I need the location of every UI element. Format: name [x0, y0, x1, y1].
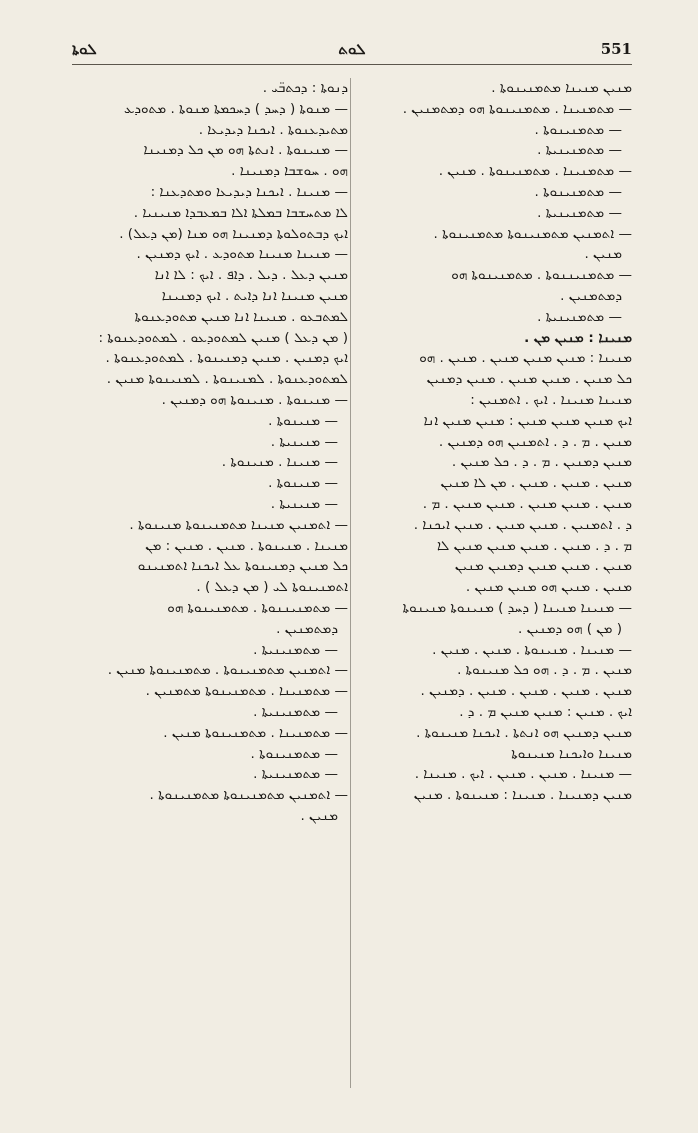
text-line: ܕܢܘܬܐ : ܕܟܬܒ̈ܝ .: [262, 80, 348, 96]
text-line: — ܡܬܡܢܝܢܘܬܐ .: [534, 183, 622, 200]
text-line: — ܐܬܡܢܝܢ ܡܢܝܢܐ ܡܬܡܢܝܢܘܬܐ ܡܢܝܢܘܬܐ .: [129, 516, 348, 533]
text-line: ܠܡܬܒܥܘ . ܡܢܝܢܐ ܐܢܐ ܡܢܝܢ ܡܬܘܕܥܢܘܬܐ: [134, 308, 348, 325]
page-header: [72, 38, 632, 60]
text-line: — ܡܢܝܢܘܬܐ .: [268, 412, 338, 429]
text-line: — ܐܬܡܢܝܢ ܡܬܡܢܝܢܘܬܐ . ܡܬܡܢܝܢܘܬܐ ܡܢܝܢ .: [107, 662, 348, 679]
text-line: — ܡܬܡܢܝܢܝܬܐ .: [537, 142, 622, 159]
text-line: — ܡܬܡܢܝܢܐ . ܡܬܡܢܝܢܘܬܐ . ܡܢܝܢ .: [438, 163, 632, 180]
column-divider: [350, 78, 351, 1088]
text-line: — ܡܬܡܢܝܢܐ . ܡܬܡܢܝܢܘܬܐ ܡܢܝܢ .: [163, 724, 348, 741]
text-line: ( ܡܢ ܕܥܠ ) ܡܢܝܢ ܠܡܬܘܕܥܘ . ܠܡܬܘܕܥܢܘܬܐ :: [98, 329, 348, 346]
text-line: — ܡܢܝܢܝܬܐ .: [270, 495, 338, 512]
text-line: — ܡܢܝܢܘܬܐ . ܐܢܬܬܐ ܗܘ ܡܢ ܟܠ ܕܡܢܝܢܐ: [143, 142, 348, 159]
text-line: ܡܢܝܢ .: [584, 246, 622, 263]
text-line: ܡܬܝܕܥܢܘܬܐ . ܐܝܟܢܐ ܕܝܕܝܥܐ .: [198, 121, 348, 138]
text-line: — ܡܬܡܢܝܢܝܬܐ .: [253, 766, 338, 783]
text-line: ܡܢܝܢ . ܡܢܝܢ ܡܢܝܢ . ܡܢܝܢ ܡܢܝܢ . ܡ .: [422, 495, 632, 512]
text-line: — ܡܢܝܢܐ . ܡܢܝܢ . ܡܢܝܢ . ܐܝܟ . ܡܢܝܢܐ .: [414, 766, 632, 783]
text-line: ܡܢܝܢܐ ܘܐܝܟܢܐ ܡܢܝܢܘܬܐ: [511, 745, 632, 762]
text-line: ܡܢܝܢ ܕܡܢܝܢ . ܡ . ܕ . ܟܠ ܡܢܝܢ .: [451, 454, 632, 471]
text-line: ܐܝܟ ܕܒܬܘܠܘܬܐ ܕܡܢܝܢܐ ܗܘ ܡܢܐ (ܡܢ ܕܥܠ) .: [119, 225, 348, 242]
text-line: ܟܠ ܡܢܝܢ . ܡܢܝܢ ܡܢܝܢ . ܡܢܝܢ ܕܡܢܝܢ: [426, 371, 632, 388]
text-line: ܡܢܝܢ ܡܢܝܢܐ ܐܢܐ ܕܐܝܬ . ܐܝܟ ܕܡܢܝܢܐ: [161, 287, 348, 304]
text-line: ܕ . ܐܬܡܢܝܢ . ܡܢܝܢ ܡܢܝܢ . ܡܢܝܢ ܐܝܟܢܐ .: [413, 516, 632, 533]
text-line: ܡܢܝܢ ܕܥܠ . ܕܝܠ . ܕܐܦ . ܐܝܟ : ܠܐ ܐܢܐ: [154, 267, 348, 284]
text-line: — ܡܬܡܢܝܢܝܬܐ .: [537, 308, 622, 325]
text-line: ܡܢܝܢ . ܡܢܝܢ ܡܢܝܢ ܕܡܢܝܢ ܡܢܝܢ: [454, 558, 632, 575]
text-line: ܡܢܝܢܐ . ܡܢܝܢܘܬܐ . ܡܢܝܢ . ܡܢܝܢ : ܡܢ: [145, 537, 348, 554]
text-line: ܡܢܝܢ . ܡܢܝܢ . ܡܢܝܢ . ܡܢ ܠܐ ܡܢܝܢ: [440, 475, 632, 492]
text-line: — ܡܢܝܢܘܬܐ .: [268, 475, 338, 492]
text-line: — ܡܬܡܢܝܢܘܬܐ .: [250, 745, 338, 762]
text-line: ܗܘ . ܚܘܫܒܐ ܕܡܢܝܢܐ .: [231, 163, 348, 180]
header-rule: [72, 64, 632, 65]
text-line: ܕܡܬܡܢܝܢ .: [276, 620, 338, 637]
text-line: — ܡܢܝܢܐ . ܡܢܝܢܘܬܐ .: [221, 454, 338, 471]
text-line: ܡܢܝܢ ܕܡܢܝܢ ܗܘ ܐܢܬܬܐ . ܐܝܟܢܐ ܡܢܝܢܘܬܐ .: [416, 724, 632, 741]
text-line: ܐܝܟ ܕܡܢܝܢ . ܡܢܝܢ ܕܡܢܝܢܘܬܐ . ܠܡܬܘܕܥܢܘܬܐ .: [105, 350, 348, 367]
text-line: ܡܢܝܢ ܕܡܢܝܢܐ . ܡܢܝܢܐ : ܡܢܝܢܘܬܐ . ܡܢܝܢ: [413, 787, 632, 804]
text-line: — ܡܢܘܬܐ ( ܕܚܕ ) ܕܚܟܡܬܐ ܡܢܘܬܐ . ܡܬܘܕܥ: [123, 100, 348, 117]
text-line: ܕܡܬܡܢܝܢ .: [560, 287, 622, 304]
text-line: ܡܢܝܢܐ : ܡܢܝܢ ܡܢܝܢ ܡܢܝܢ . ܡܢܝܢ . ܗܘ: [419, 350, 632, 367]
text-line: ܡܢܝܢܐ ܡܢܝܢܐ . ܐܝܟ . ܐܬܡܢܝܢ :: [470, 391, 632, 408]
text-line: — ܡܬܡܢܝܢܐ . ܡܬܡܢܝܢܘܬܐ ܡܬܡܢܝܢ .: [145, 683, 348, 700]
text-line: — ܡܢܝܢܐ ܡܢܝܢܐ ( ܕܚܕ ) ܡܢܝܢܘܬܐ ܡܢܝܢܘܬܐ: [402, 599, 632, 616]
text-line: — ܡܬܡܢܝܢܘܬܐ .: [534, 121, 622, 138]
text-line: — ܐܬܡܢܝܢ ܡܬܡܢܝܢܘܬܐ ܡܬܡܢܝܢܘܬܐ .: [433, 225, 632, 242]
text-line: — ܡܬܡܢܝܢܢܘܬܐ . ܡܬܡܢܝܢܘܬܐ ܗܘ: [167, 599, 348, 616]
entry-headword-line: ܡܢܝܢܐ : ܡܢܝܢ ܡܢ .: [524, 329, 632, 346]
text-line: — ܡܬܡܢܝܢܐ . ܡܬܡܢܝܢܘܬܐ ܗܘ ܕܡܬܡܢܝܢ .: [402, 100, 632, 117]
text-line: ܐܝܟ . ܡܢܝܢ : ܡܢܝܢ ܡܢܝܢ ܡ . ܕ .: [459, 703, 632, 720]
text-line: ܟܠ ܡܢܝܢ ܕܡܢܝܢܘܬܐ ܥܠ ܐܝܟܢܐ ܐܬܡܢܝܢܘ: [137, 558, 348, 575]
text-line: ܡܢܝܢ ܡܢܝܢܐ ܡܬܡܢܝܢܘܬܐ .: [491, 80, 632, 96]
left-column: [72, 78, 348, 827]
text-line: ( ܡܢ ) ܗܘ ܕܡܢܝܢ .: [517, 620, 622, 637]
text-line: ܡܢܝܢ . ܡܢܝܢ . ܡܢܝܢ . ܡܢܝܢ . ܕܡܢܝܢ .: [420, 683, 632, 700]
text-line: ܐܝܟ ܡܢܝܢ ܡܢܝܢ ܡܢܝܢ : ܡܢܝܢ ܡܢܝܢ ܐܢܐ: [423, 412, 632, 429]
text-line: ܠܡܬܘܕܥܢܘܬܐ . ܠܡܢܝܢܘܬܐ . ܠܡܢܝܢܘܬܐ ܡܢܝܢ .: [106, 371, 348, 388]
header-left-word: ܠܘܬܐ: [72, 40, 97, 58]
text-line: — ܡܢܝܢܐ . ܐܝܟܢܐ ܕܝܕܝܥܐ ܘܡܬܕܥܢܐ :: [150, 183, 348, 200]
text-line: — ܐܬܡܢܝܢ ܡܬܡܢܝܢܘܬܐ ܡܬܡܢܝܢܘܬܐ .: [149, 787, 348, 804]
right-column: [356, 78, 632, 806]
header-center-word: ܠܘܬ: [338, 40, 366, 58]
text-line: — ܡܢܝܢܐ ܡܢܝܢܐ ܡܬܘܕܥ . ܐܝܟ ܕܡܢܝܢ .: [136, 246, 348, 263]
text-line: ܡܢܝܢ . ܡܢܝܢ ܗܘ ܡܢܝܢ ܡܢܝܢ .: [465, 579, 632, 596]
text-line: — ܡܬܡܢܝܢܝܬܐ .: [253, 641, 338, 658]
page-number: 551: [600, 40, 632, 58]
text-line: — ܡܢܝܢܝܬܐ .: [270, 433, 338, 450]
text-line: — ܡܬܡܢܝܢܢܘܬܐ . ܡܬܡܢܝܢܘܬܐ ܗܘ: [451, 267, 632, 284]
text-line: ܡ . ܕ . ܡܢܝܢ . ܡܢܝܢ ܡܢܝܢ ܡܢܝܢ ܠܐ: [436, 537, 632, 554]
text-line: ܡܢܝܢ . ܡ . ܕ . ܐܬܡܢܝܢ ܗܘ ܕܡܢܝܢ .: [438, 433, 632, 450]
text-line: — ܡܢܝܢܘܬܐ . ܡܢܝܢܘܬܐ ܗܘ ܕܡܢܝܢ .: [161, 391, 348, 408]
text-line: ܡܢܝܢ . ܡ . ܕ . ܗܘ ܟܠ ܡܢܝܢܘܬܐ .: [457, 662, 632, 679]
text-line: — ܡܬܡܢܝܢܝܬܐ .: [253, 703, 338, 720]
text-line: — ܡܬܡܢܝܢܝܬܐ .: [537, 204, 622, 221]
text-line: ܡܢܝܢ .: [300, 807, 338, 824]
text-line: ܐܬܡܢܝܢܘܬܐ ܠܝ ( ܡܢ ܕܥܠ ) .: [196, 579, 348, 596]
text-line: — ܡܢܝܢܐ . ܡܢܝܢܘܬܐ . ܡܢܝܢ . ܡܢܝܢ .: [432, 641, 632, 658]
text-line: ܠܐ ܡܬܚܫܒܐ ܒܡܠܬܐ ܐܠܐ ܒܡܥܒܕܐ ܡܢܝܢܝܐ .: [133, 204, 348, 221]
